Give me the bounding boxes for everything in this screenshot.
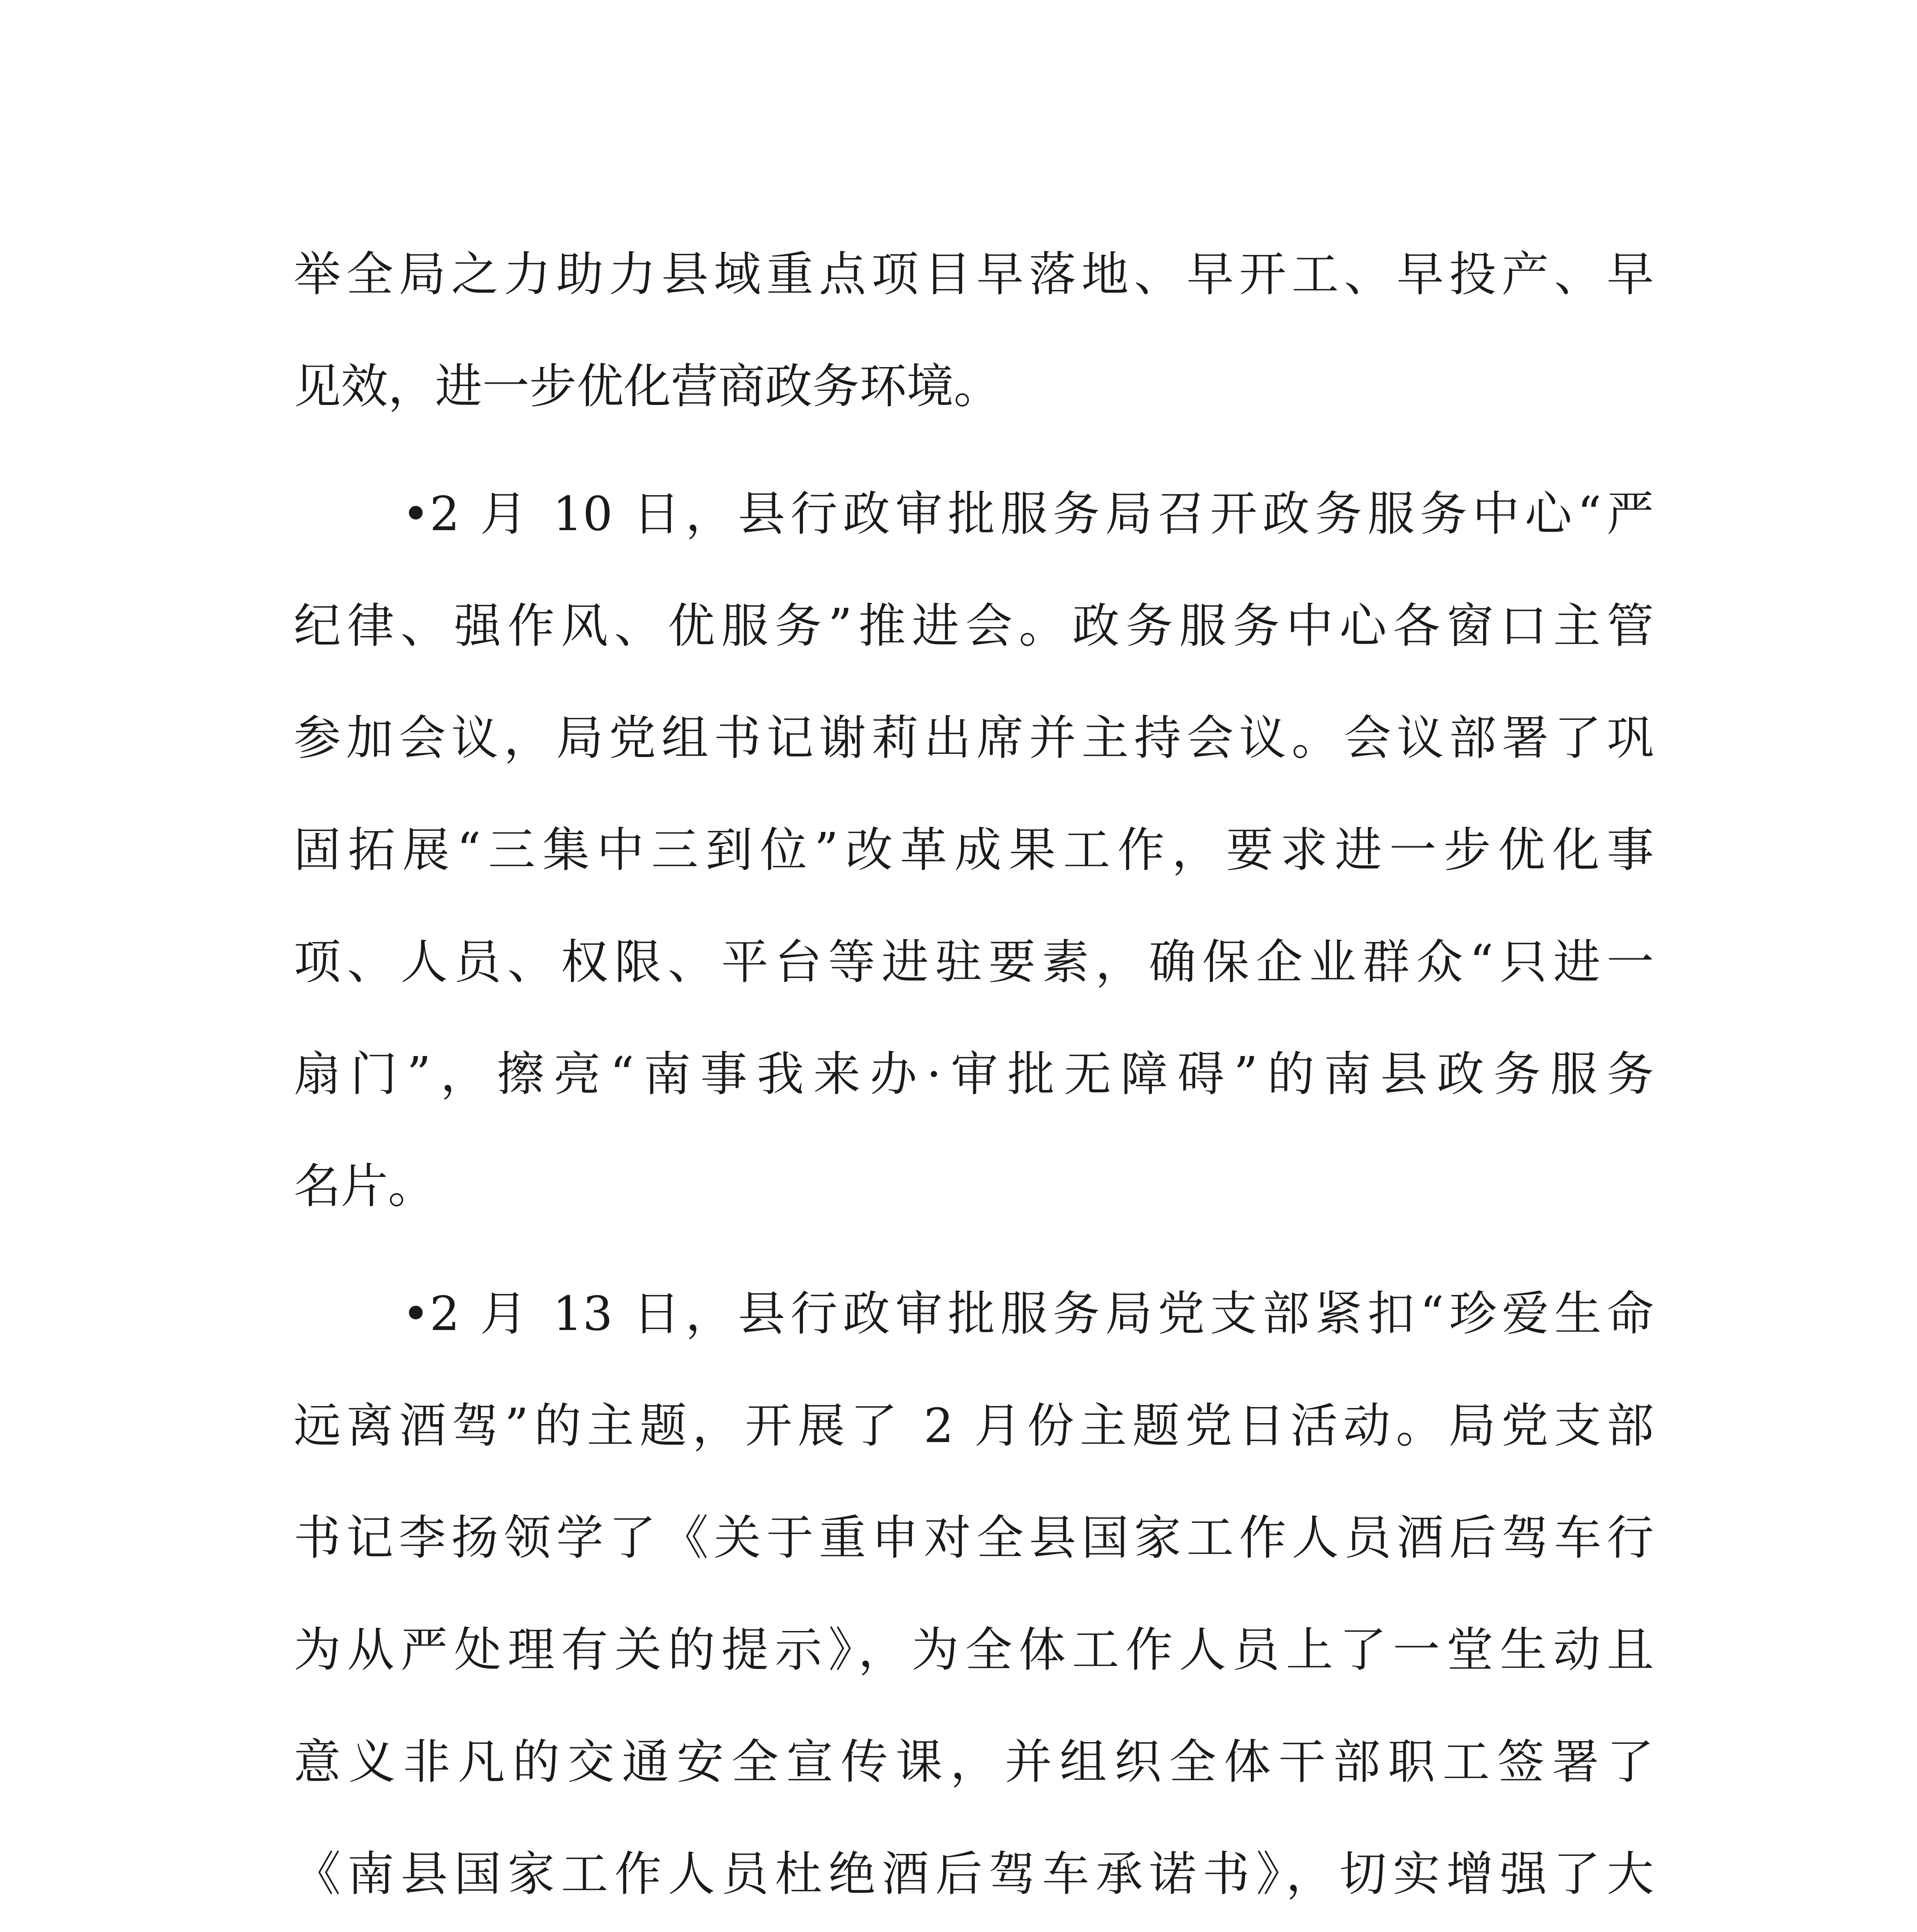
paragraph-3-line-2: 远离酒驾”的主题，开展了 2 月份主题党日活动。局党支部: [294, 1398, 1654, 1453]
paragraph-1-line-1: 举全局之力助力县域重点项目早落地、早开工、早投产、早: [294, 247, 1654, 302]
paragraph-2-line-5: 项、人员、权限、平台等进驻要素，确保企业群众“只进一: [294, 935, 1654, 990]
paragraph-3-line-5: 意义非凡的交通安全宣传课，并组织全体干部职工签署了: [294, 1735, 1654, 1789]
paragraph-2-line-3: 参加会议，局党组书记谢莉出席并主持会议。会议部署了巩: [294, 711, 1654, 765]
paragraph-2-line-7: 名片。: [294, 1159, 435, 1214]
paragraph-3-line-1: •2 月 13 日，县行政审批服务局党支部紧扣“珍爱生命: [402, 1286, 1654, 1341]
paragraph-2-line-6: 扇门”，擦亮“南事我来办·审批无障碍”的南县政务服务: [294, 1047, 1654, 1102]
paragraph-1-line-2: 见效，进一步优化营商政务环境。: [294, 359, 1001, 414]
paragraph-3-line-6: 《南县国家工作人员杜绝酒后驾车承诺书》，切实增强了大: [294, 1847, 1654, 1901]
document-page: [294, 243, 1654, 1932]
paragraph-2-line-1: •2 月 10 日，县行政审批服务局召开政务服务中心“严: [402, 486, 1654, 541]
paragraph-2-line-2: 纪律、强作风、优服务”推进会。政务服务中心各窗口主管: [294, 599, 1654, 653]
paragraph-3-line-3: 书记李扬领学了《关于重申对全县国家工作人员酒后驾车行: [294, 1510, 1654, 1565]
paragraph-2-line-4: 固拓展“三集中三到位”改革成果工作，要求进一步优化事: [294, 823, 1654, 878]
paragraph-3-line-4: 为从严处理有关的提示》，为全体工作人员上了一堂生动且: [294, 1622, 1654, 1677]
